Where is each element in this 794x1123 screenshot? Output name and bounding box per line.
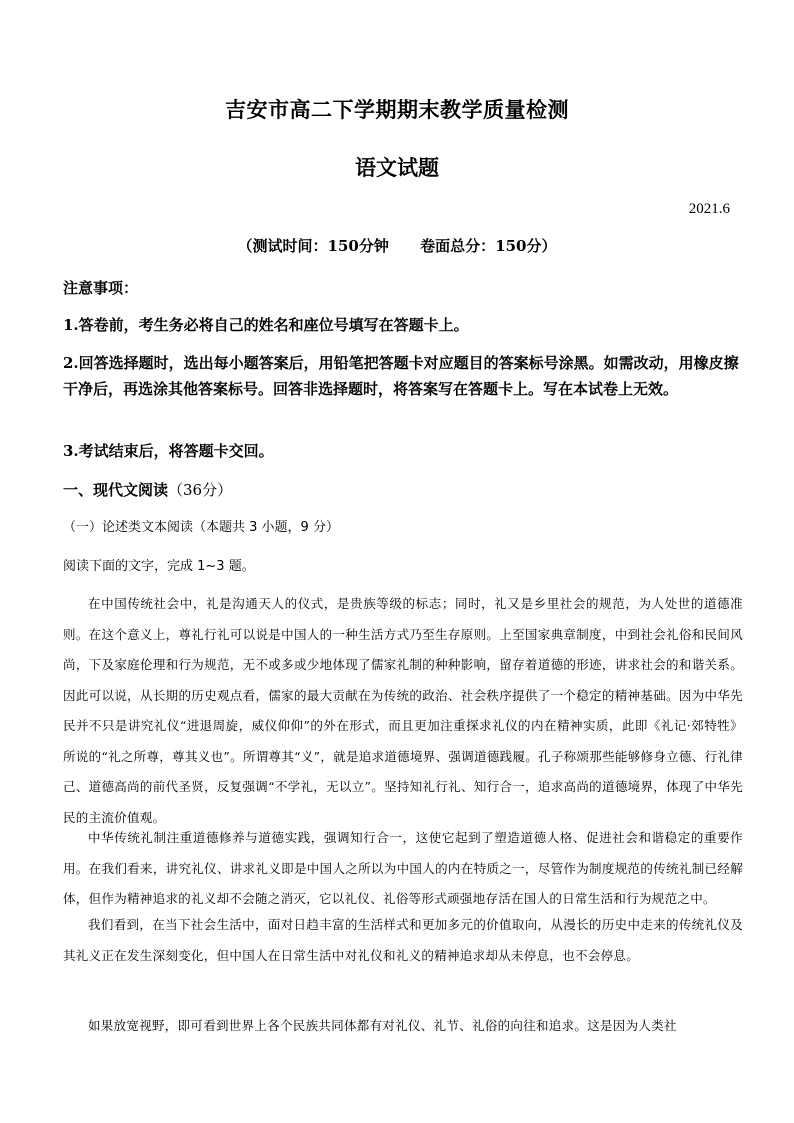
- section-subheading: （一）论述类文本阅读（本题共 3 小题，9 分）: [63, 520, 339, 535]
- section-heading-main: 一、现代文阅读: [63, 481, 169, 499]
- section-heading-score: （36分）: [168, 481, 233, 499]
- exam-date: 2021.6: [688, 201, 730, 217]
- exam-title: 吉安市高二下学期期末教学质量检测: [225, 97, 569, 122]
- section-heading: [63, 477, 743, 503]
- passage-paragraph: 如果放宽视野，即可看到世界上各个民族共同体都有对礼仪、礼节、礼俗的向往和追求。这是因为人类社: [88, 1018, 677, 1033]
- reading-instruction: 阅读下面的文字，完成 1~3 题。: [63, 559, 255, 574]
- notice-heading: 注意事项：: [63, 279, 139, 297]
- exam-meta: （测试时间：150分钟 卷面总分：150分）: [237, 237, 557, 255]
- notice-item-3: 3.考试结束后，将答题卡交回。: [63, 442, 274, 460]
- passage-paragraph: 在中国传统社会中，礼是沟通天人的仪式，是贵族等级的标志；同时，礼又是乡里社会的规范，为人处世的道德准则。在这个意义上，尊礼行礼可以说是中国人的一种生活方式乃至生存原则。上至国家典章制度，中到社会礼俗和民间风尚，下及家庭伦理和行为规范，无不或多或少地体现了儒家礼制的种种影响，留存着道德的形迹，讲求社会的和谐关系。因此可以说，从长期的历史观点看，儒家的最大贡献在为传统的政治、社会秩序提供了一个稳定的精神基础。因为中华先民并不只是讲究礼仪“进退周旋，威仪仰仰”的外在形式，而且更加注重探求礼仪的内在精神实质，此即《礼记·郊特牲》所说的“礼之所尊，尊其义也”。所谓尊其“义”，就是追求道德境界、强调道德践履。孔子称颂那些能够修身立德、行礼律己、道德高尚的前代圣贤，反复强调“不学礼，无以立”。坚持知礼行礼、知行合一，追求高尚的道德境界，体现了中华先民的主流价值观。: [63, 596, 743, 825]
- passage-paragraph: 我们看到，在当下社会生活中，面对日趋丰富的生活样式和更加多元的价值取向，从漫长的历史中走来的传统礼仪及其礼义正在发生深刻变化，但中国人在日常生活中对礼仪和礼义的精神追求却从未停息，也不会停息。: [63, 917, 743, 963]
- passage-paragraph: 中华传统礼制注重道德修养与道德实践，强调知行合一，这使它起到了塑造道德人格、促进社会和谐稳定的重要作用。在我们看来，讲究礼仪、讲求礼义即是中国人之所以为中国人的内在特质之一，尽管作为制度规范的传统礼制已经解体，但作为精神追求的礼义却不会随之消灭，它以礼仪、礼俗等形式顽强地存活在国人的日常生活和行为规范之中。: [63, 830, 743, 906]
- notice-item-1: 1.答卷前，考生务必将自己的姓名和座位号填写在答题卡上。: [63, 316, 469, 334]
- notice-item-2: 2.回答选择题时，选出每小题答案后，用铅笔把答题卡对应题目的答案标号涂黑。如需改动，用橡皮擦干净后，再选涂其他答案标号。回答非选择题时，将答案写在答题卡上。写在本试卷上无效。: [63, 354, 739, 398]
- exam-subject: 语文试题: [355, 155, 439, 180]
